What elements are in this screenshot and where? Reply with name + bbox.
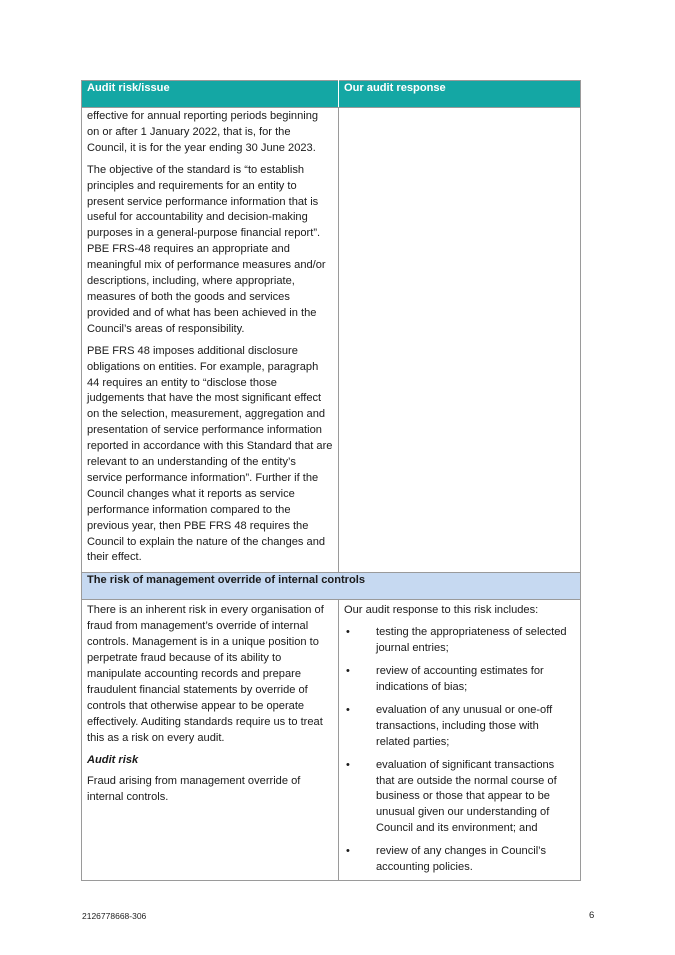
audit-risk-subheading: Audit risk xyxy=(87,753,139,766)
bullet-icon: • xyxy=(346,703,350,716)
list-item xyxy=(344,625,575,657)
list-item-text: testing the appropriateness of selected journal entries; xyxy=(376,626,567,655)
list-item xyxy=(344,664,575,696)
paragraph: The objective of the standard is “to establish principles and requirements for an entity to present service performance information that is useful for accountability and decision-making purposes in a general-purpose financial report”. PBE FRS-48 requires an appropriate and meaningful mix of performance measures and/or descriptions, including, where appropriate, measures of both the goods and services provided and of what has been achieved in the Council’s areas of responsibility. xyxy=(87,163,326,335)
paragraph: effective for annual reporting periods beginning on or after 1 January 2022, that is, for the Council, it is for the year ending 30 June 2023. xyxy=(87,110,319,154)
risk-cell-management-override xyxy=(82,600,339,881)
response-intro: Our audit response to this risk includes: xyxy=(344,604,539,617)
paragraph: Fraud arising from management override of internal controls. xyxy=(87,775,301,804)
bullet-icon: • xyxy=(346,665,350,678)
table-row xyxy=(82,600,581,881)
bullet-icon: • xyxy=(346,845,350,858)
paragraph: PBE FRS 48 imposes additional disclosure obligations on entities. For example, paragraph 44 requires an entity to “disclose those judgements that have the most significant effect on the selection, measurement, aggregation and presentation of service performance information reported in accordance with this Standard that are relevant to an understanding of the entity’s service performance information”. Further if the Council changes what it reports as service performance information compared to the previous year, then PBE FRS 48 requires the Council to explain the nature of the changes and their effect. xyxy=(87,344,333,564)
bullet-icon: • xyxy=(346,758,350,771)
page-number: 6 xyxy=(589,910,595,921)
list-item-text: evaluation of any unusual or one-off transactions, including those with related parties; xyxy=(376,703,553,748)
audit-risk-table xyxy=(81,80,581,881)
list-item xyxy=(344,844,575,876)
section-title-management-override: The risk of management override of internal controls xyxy=(82,573,581,600)
response-cell-empty xyxy=(339,108,581,573)
column-header-audit-risk: Audit risk/issue xyxy=(82,81,339,108)
risk-cell-pbe-frs48 xyxy=(82,108,339,573)
document-reference-number: 2126778668-306 xyxy=(82,911,147,921)
table-row xyxy=(82,108,581,573)
list-item xyxy=(344,758,575,838)
response-bullet-list xyxy=(344,625,575,876)
list-item-text: review of any changes in Council’s accounting policies. xyxy=(376,845,546,874)
list-item xyxy=(344,703,575,751)
bullet-icon: • xyxy=(346,626,350,639)
table-header-row xyxy=(82,81,581,108)
response-cell-management-override xyxy=(339,600,581,881)
list-item-text: review of accounting estimates for indications of bias; xyxy=(376,665,544,693)
paragraph: There is an inherent risk in every organisation of fraud from management’s override of internal controls. Management is in a unique position to perpetrate fraud because of its ability to manipulate accounting records and prepare fraudulent financial statements by override of controls that otherwise appear to be operate effectively. Auditing standards require us to treat this as a risk on every audit. xyxy=(87,604,324,744)
column-header-audit-response: Our audit response xyxy=(339,81,581,108)
list-item-text: evaluation of significant transactions that are outside the normal course of business or those that appear to be unusual given our understanding of Council and its environment; and xyxy=(376,758,557,835)
section-row xyxy=(82,573,581,600)
